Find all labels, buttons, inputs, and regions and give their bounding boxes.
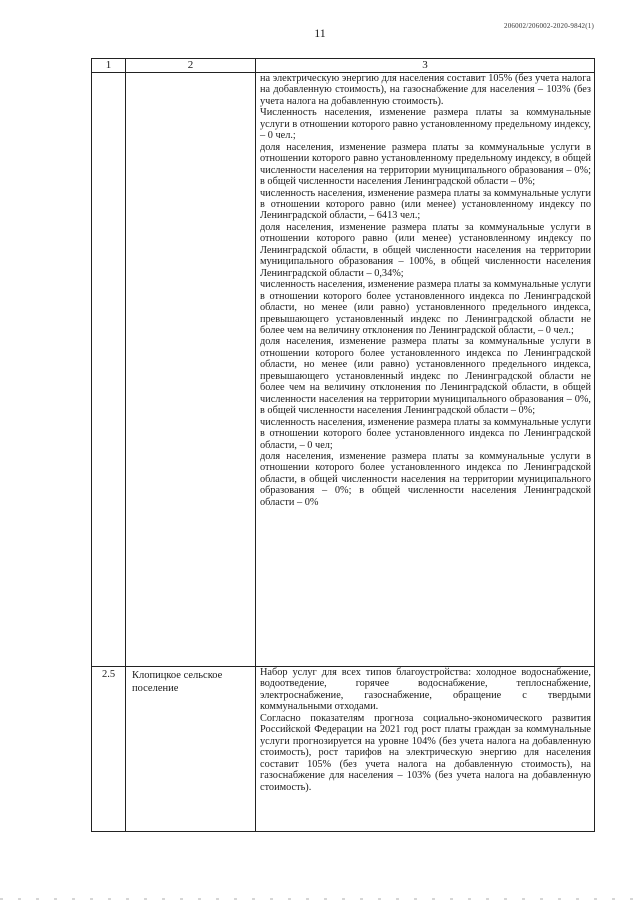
row-number: 2.5 — [92, 667, 126, 832]
paragraph: численность населения, изменение размера платы за коммунальные услуги в отношении которого более установленного индекса по Ленинградской области, – 0 чел; — [260, 416, 591, 451]
data-table — [91, 58, 595, 832]
municipality-name: Клопицкое сельское поселение — [126, 667, 256, 832]
paragraph: Согласно показателям прогноза социально-экономического развития Российской Федерации на 2021 год рост платы граждан за коммунальные услуги прогнозируется на уровне 104% (без учета налога на добавленную стоимость), рост тарифов на электрическую энергию для населения составит 105% (без учета налога на добавленную стоимость), на газоснабжение для населения – 103% (без учета налога на добавленную стоимость). — [260, 712, 591, 793]
paragraph: доля населения, изменение размера платы за коммунальные услуги в отношении которого равно установленному предельному индексу, в общей численности населения на территории муниципального образования – 0%; в общей численности населения Ленинградской области – 0%; — [260, 141, 591, 188]
paragraph: численность населения, изменение размера платы за коммунальные услуги в отношении которого равно (или менее) установленному индексу по Ленинградской области, – 6413 чел.; — [260, 187, 591, 222]
table-header-row — [92, 59, 595, 73]
page-number: 11 — [314, 26, 326, 40]
table-row — [92, 73, 595, 667]
paragraph: доля населения, изменение размера платы за коммунальные услуги в отношении которого равно (или менее) установленному индексу по Ленинградской области, в общей численности населения на территории муниципального образования – 100%, в общей численности населения Ленинградской области – 0,34%; — [260, 221, 591, 279]
description-cell — [256, 667, 595, 832]
paragraph: Набор услуг для всех типов благоустройства: холодное водоснабжение, водоотведение, горячее водоснабжение, теплоснабжение, электроснабжение, газоснабжение, обращение с твердыми коммунальными отходами. — [260, 667, 591, 713]
paragraph: доля населения, изменение размера платы за коммунальные услуги в отношении которого более установленного индекса по Ленинградской области, в общей численности населения на территории муниципального образования – 0%; в общей численности населения Ленинградской области – 0% — [260, 450, 591, 508]
paragraph: Численность населения, изменение размера платы за коммунальные услуги в отношении которого равно установленному предельному индексу, – 0 чел.; — [260, 107, 591, 142]
municipality-name — [126, 73, 256, 667]
scan-edge-artifact — [0, 898, 640, 900]
description-cell — [256, 73, 595, 667]
paragraph: на электрическую энергию для населения составит 105% (без учета налога на добавленную стоимость), на газоснабжение для населения – 103% (без учета налога на добавленную стоимость). — [260, 73, 591, 107]
table-row — [92, 667, 595, 832]
paragraph: доля населения, изменение размера платы за коммунальные услуги в отношении которого более установленного индекса по Ленинградской области, но менее (или равно) установленного предельного индекса, превышающего установленный индекс по Ленинградской области не более чем на величину отклонения по Ленинградской области, в общей численности населения на территории муниципального образования – 0%, в общей численности населения Ленинградской области – 0%; — [260, 336, 591, 417]
column-header-3: 3 — [256, 59, 595, 73]
column-header-2: 2 — [126, 59, 256, 73]
paragraph: численность населения, изменение размера платы за коммунальные услуги в отношении которого более установленного индекса по Ленинградской области, но менее (или равно) установленного предельного индекса, превышающего установленный индекс по Ленинградской области не более чем на величину отклонения по Ленинградской области, – 0 чел.; — [260, 279, 591, 336]
document-id: 206002/206002-2020-9842(1) — [504, 22, 594, 30]
column-header-1: 1 — [92, 59, 126, 73]
row-number — [92, 73, 126, 667]
